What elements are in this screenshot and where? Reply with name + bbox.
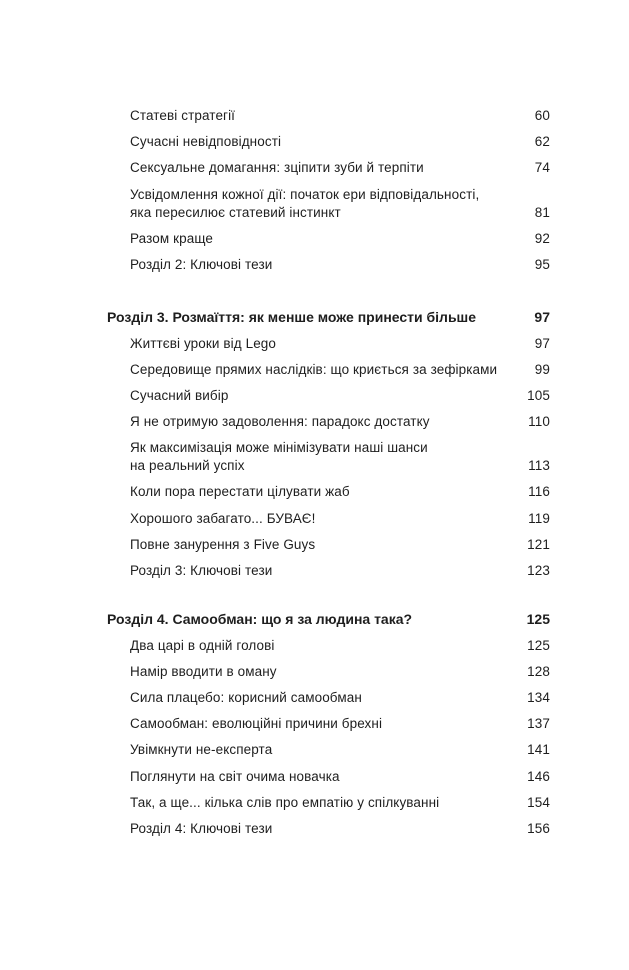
toc-entry-page: 119 xyxy=(528,511,550,526)
chapter-page: 125 xyxy=(526,611,550,627)
toc-entry-page: 92 xyxy=(534,231,550,246)
toc-entry xyxy=(130,186,550,222)
toc-entry-page: 134 xyxy=(527,690,550,705)
toc-entry-page: 105 xyxy=(527,388,550,403)
toc-entry-page: 81 xyxy=(534,205,550,220)
toc-entry-title: Розділ 4: Ключові тези xyxy=(130,821,273,836)
toc-entry xyxy=(130,637,550,655)
toc-entry-title xyxy=(130,439,520,475)
toc-entry-page: 99 xyxy=(534,362,550,377)
toc-entry-title: Розділ 2: Ключові тези xyxy=(130,257,273,272)
toc-entry-title: Так, а ще... кілька слів про емпатію у спілкуванні xyxy=(130,795,440,810)
toc-entry-page: 97 xyxy=(534,336,550,351)
toc-entry xyxy=(130,335,550,353)
toc-entry-title-line: Як максимізація може мінімізувати наші шанси xyxy=(130,440,428,455)
toc-entry-title: Статеві стратегії xyxy=(130,108,236,123)
toc-entry-page: 62 xyxy=(534,134,550,149)
chapter-title: Розділ 3. Розмаїття: як менше може принести більше xyxy=(107,309,477,325)
toc-entry xyxy=(130,256,550,274)
toc-entry-title-line: Усвідомлення кожної дії: початок ери відповідальності, xyxy=(130,187,480,202)
toc-entry-title: Сексуальне домагання: зціпити зуби й терпіти xyxy=(130,160,424,175)
toc-entry xyxy=(130,230,550,248)
toc-entry-title: Хорошого забагато... БУВАЄ! xyxy=(130,511,316,526)
toc-entry xyxy=(130,413,550,431)
toc-entry xyxy=(130,820,550,838)
toc-entry xyxy=(130,483,550,501)
toc-entry-title: Два царі в одній голові xyxy=(130,638,275,653)
toc-entry xyxy=(130,768,550,786)
toc-entry xyxy=(130,387,550,405)
toc-entry-title: Середовище прямих наслідків: що криється за зефірками xyxy=(130,362,498,377)
chapter-heading xyxy=(107,308,550,326)
toc-entry xyxy=(130,133,550,151)
toc-entry xyxy=(130,741,550,759)
toc-entry-title: Сила плацебо: корисний самообман xyxy=(130,690,362,705)
toc-entry-page: 125 xyxy=(527,638,550,653)
toc-entry-page: 74 xyxy=(534,160,550,175)
toc-entry xyxy=(130,510,550,528)
toc-entry-page: 128 xyxy=(527,664,550,679)
toc-entry xyxy=(130,689,550,707)
toc-entry xyxy=(130,794,550,812)
toc-entry-page: 123 xyxy=(527,563,550,578)
toc-entry-title: Сучасний вибір xyxy=(130,388,229,403)
toc-entry-title: Життєві уроки від Lego xyxy=(130,336,277,351)
toc-entry-page: 121 xyxy=(527,537,550,552)
chapter-heading xyxy=(107,610,550,628)
toc-entry-title: Самообман: еволюційні причини брехні xyxy=(130,716,383,731)
toc-entry-page: 113 xyxy=(528,458,550,473)
toc-entry-page: 116 xyxy=(528,484,550,499)
toc-entry xyxy=(130,562,550,580)
toc-entry-page: 146 xyxy=(527,769,550,784)
toc-entry-page: 60 xyxy=(534,108,550,123)
toc-entry-title: Увімкнути не-експерта xyxy=(130,742,273,757)
toc-entry-page: 95 xyxy=(534,257,550,272)
chapter-title: Розділ 4. Самообман: що я за людина така? xyxy=(107,611,413,627)
toc-entry xyxy=(130,663,550,681)
toc-entry-title-line: на реальний успіх xyxy=(130,458,245,473)
toc-entry-title: Намір вводити в оману xyxy=(130,664,277,679)
toc-entry-title: Поглянути на світ очима новачка xyxy=(130,769,340,784)
toc-entry-title: Я не отримую задоволення: парадокс достатку xyxy=(130,414,430,429)
toc-entry-page: 141 xyxy=(527,742,550,757)
toc-entry-title xyxy=(130,186,520,222)
toc-entry xyxy=(130,107,550,125)
toc-entry xyxy=(130,361,550,379)
toc-entry-title: Коли пора перестати цілувати жаб xyxy=(130,484,350,499)
toc-entry-page: 156 xyxy=(527,821,550,836)
toc-entry xyxy=(130,439,550,475)
toc-entry-title-line: яка пересилює статевий інстинкт xyxy=(130,205,341,220)
toc-entry-title: Повне занурення з Five Guys xyxy=(130,537,316,552)
toc-entry xyxy=(130,159,550,177)
toc-entry-title: Разом краще xyxy=(130,231,213,246)
chapter-page: 97 xyxy=(534,309,550,325)
toc-entry xyxy=(130,715,550,733)
toc-entry-page: 110 xyxy=(528,414,550,429)
toc-entry-page: 137 xyxy=(527,716,550,731)
toc-entry-title: Сучасні невідповідності xyxy=(130,134,282,149)
toc-entry xyxy=(130,536,550,554)
toc-entry-title: Розділ 3: Ключові тези xyxy=(130,563,273,578)
toc-entry-page: 154 xyxy=(527,795,550,810)
